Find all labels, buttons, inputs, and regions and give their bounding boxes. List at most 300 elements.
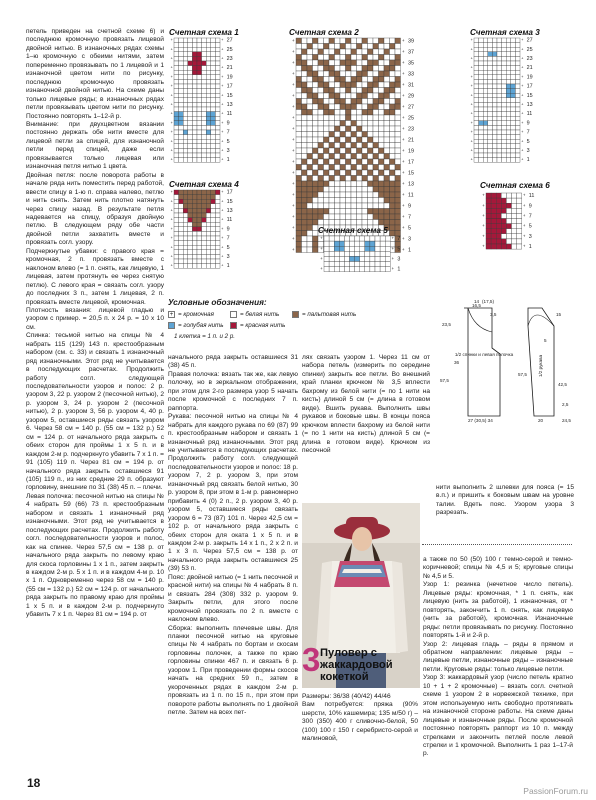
scheme-cell: [474, 75, 479, 80]
scheme-cell: [390, 99, 396, 105]
scheme-cell: [502, 61, 507, 66]
scheme-cell: [346, 214, 352, 220]
scheme-cell: [307, 187, 313, 193]
scheme-cell: [174, 153, 179, 158]
scheme-cell: [188, 107, 193, 112]
scheme-cell: [302, 121, 308, 127]
scheme-cell: [379, 115, 385, 121]
scheme-cell: [351, 209, 357, 215]
scheme-cell: [395, 38, 401, 44]
scheme-cell: [355, 246, 360, 251]
scheme-cell: [324, 121, 330, 127]
scheme-cell: [351, 60, 357, 66]
edge-stitch-mark: +: [291, 126, 295, 131]
scheme-cell: [215, 264, 220, 269]
scheme-cell: [215, 89, 220, 94]
scheme-cell: [486, 234, 491, 239]
scheme-cell: [335, 137, 341, 143]
scheme-cell: [497, 139, 502, 144]
row-number: 17: [226, 83, 233, 90]
scheme-cell: [515, 84, 520, 89]
scheme-cell: [379, 159, 385, 165]
edge-stitch-mark: +: [170, 226, 173, 231]
edge-stitch-mark: +: [521, 130, 524, 135]
scheme-cell: [215, 236, 220, 241]
scheme-cell: [368, 154, 374, 160]
scheme-cell: [183, 107, 188, 112]
scheme-cell: [211, 61, 216, 66]
scheme-cell: [179, 218, 184, 223]
row-number: 7: [408, 214, 411, 221]
scheme-cell: [357, 99, 363, 105]
scheme-cell: [183, 148, 188, 153]
scheme-cell: [502, 93, 507, 98]
scheme-cell: [384, 148, 390, 154]
scheme-cell: [335, 38, 341, 44]
row-number: 3: [226, 148, 230, 154]
edge-stitch-mark: +: [401, 159, 405, 164]
scheme-cell: [188, 102, 193, 107]
edge-stitch-mark: +: [221, 120, 224, 125]
scheme-cell: [368, 82, 374, 88]
scheme-cell: [373, 176, 379, 182]
edge-stitch-mark: +: [482, 243, 485, 249]
scheme-cell: [497, 158, 502, 163]
edge-stitch-mark: +: [170, 157, 173, 162]
scheme-cell: [511, 112, 516, 117]
scheme-cell: [511, 102, 516, 107]
edge-stitch-mark: +: [401, 38, 405, 43]
edge-stitch-mark: +: [521, 93, 524, 98]
scheme-cell: [375, 267, 380, 272]
scheme-cell: [318, 176, 324, 182]
scheme-cell: [206, 70, 211, 75]
scheme-cell: [324, 126, 330, 132]
scheme-cell: [206, 218, 211, 223]
edge-stitch-mark: +: [401, 148, 405, 153]
scheme-cell: [488, 102, 493, 107]
scheme-cell: [373, 198, 379, 204]
scheme-cell: [340, 132, 346, 138]
scheme-cell: [474, 38, 479, 43]
scheme-cell: [488, 47, 493, 52]
legend-blue: [168, 322, 223, 329]
scheme-cell: [324, 55, 330, 61]
edge-stitch-mark: +: [470, 47, 473, 52]
legend-blue-text: = голубая нить: [178, 322, 224, 329]
edge-stitch-mark: +: [482, 213, 485, 218]
scheme-cell: [368, 88, 374, 94]
scheme-cell: [496, 244, 501, 249]
scheme-cell: [375, 256, 380, 261]
scheme-cell: [215, 153, 220, 158]
scheme-cell: [515, 98, 520, 103]
scheme-cell: [351, 148, 357, 154]
scheme-cell: [483, 52, 488, 57]
scheme-cell: [179, 116, 184, 121]
scheme-cell: [302, 214, 308, 220]
scheme-cell: [517, 229, 522, 234]
scheme-cell: [373, 143, 379, 149]
body-label: [455, 352, 514, 357]
scheme-cell: [479, 144, 484, 149]
scheme-cell: [483, 43, 488, 48]
scheme-cell: [206, 84, 211, 89]
scheme-cell: [211, 52, 216, 57]
scheme-cell: [179, 213, 184, 218]
edge-stitch-mark: +: [291, 192, 295, 197]
dotted-separator: [422, 544, 572, 545]
scheme-cell: [318, 38, 324, 44]
scheme-cell: [501, 213, 506, 218]
scheme-cell: [362, 77, 368, 83]
scheme-cell: [206, 245, 211, 250]
legend-white-swatch: [230, 311, 237, 318]
scheme-cell: [179, 208, 184, 213]
scheme-cell: [370, 256, 375, 261]
scheme-cell: [340, 209, 346, 215]
scheme-cell: [360, 251, 365, 256]
scheme-cell: [302, 126, 308, 132]
scheme-cell: [202, 222, 207, 227]
scheme-cell: [365, 251, 370, 256]
scheme-cell: [362, 137, 368, 143]
scheme-cell: [379, 110, 385, 116]
scheme-cell: [211, 195, 216, 200]
scheme-cell: [174, 112, 179, 117]
edge-stitch-mark: +: [482, 223, 485, 229]
scheme-cell: [211, 148, 216, 153]
scheme-cell: [492, 38, 497, 43]
scheme-cell: [334, 246, 339, 251]
scheme-cell: [183, 195, 188, 200]
scheme-cell: [346, 104, 352, 110]
scheme-cell: [511, 116, 516, 121]
scheme-cell: [302, 236, 308, 242]
c4-p1: Узор 1: резинка (нечетное число петель). Лицевые ряды: кромочная, * 1 п. снять, как лицевую (нить за работой), 1 изнаночная, от * повторять, закончить 1 п. снять, как лицевую (нить за работой), кромочная. Изнаночные ряды: петли провязывать по рисунку. Постоянно повторять 1-й и 2-й р.: [423, 581, 573, 640]
scheme-cell: [483, 79, 488, 84]
scheme-cell: [202, 254, 207, 259]
scheme-cell: [179, 222, 184, 227]
scheme-cell: [511, 43, 516, 48]
scheme-cell: [192, 153, 197, 158]
scheme-cell: [211, 231, 216, 236]
scheme-cell: [357, 93, 363, 99]
scheme-cell: [202, 139, 207, 144]
scheme-cell: [183, 47, 188, 52]
scheme-cell: [501, 224, 506, 229]
scheme-cell: [179, 47, 184, 52]
scheme-cell: [497, 107, 502, 112]
scheme-cell: [206, 139, 211, 144]
edge-stitch-mark: +: [523, 213, 526, 218]
scheme-cell: [385, 256, 390, 261]
scheme-cell: [329, 262, 334, 267]
scheme-cell: [368, 176, 374, 182]
scheme-cell: [339, 236, 344, 241]
scheme-cell: [183, 158, 188, 163]
scheme-cell: [362, 181, 368, 187]
scheme-cell: [492, 66, 497, 71]
scheme-cell: [355, 251, 360, 256]
scheme-cell: [202, 259, 207, 264]
scheme-cell: [335, 55, 341, 61]
scheme-cell: [183, 43, 188, 48]
edge-stitch-mark: +: [170, 56, 173, 61]
scheme-cell: [512, 219, 517, 224]
scheme-cell: [215, 130, 220, 135]
scheme-cell: [179, 259, 184, 264]
scheme-cell: [335, 49, 341, 55]
scheme-cell: [324, 198, 330, 204]
scheme-cell: [351, 154, 357, 160]
scheme-cell: [339, 246, 344, 251]
scheme-cell: [206, 125, 211, 130]
scheme-cell: [192, 98, 197, 103]
row-number: 11: [528, 193, 535, 200]
scheme-cell: [179, 135, 184, 140]
scheme-cell: [474, 66, 479, 71]
scheme-cell: [329, 132, 335, 138]
scheme-cell: [390, 38, 396, 44]
scheme-cell: [329, 121, 335, 127]
scheme-cell: [362, 99, 368, 105]
scheme-cell: [395, 165, 401, 171]
scheme-cell: [183, 190, 188, 195]
scheme-cell: [324, 214, 330, 220]
scheme-cell: [197, 116, 202, 121]
row-number: 13: [226, 102, 233, 108]
scheme-cell: [474, 89, 479, 94]
scheme-cell: [335, 214, 341, 220]
scheme-cell: [192, 139, 197, 144]
scheme-cell: [379, 220, 385, 226]
scheme-cell: [215, 227, 220, 232]
scheme-cell: [183, 66, 188, 71]
scheme-cell: [379, 44, 385, 50]
scheme-cell: [329, 214, 335, 220]
scheme-cell: [302, 143, 308, 149]
scheme-cell: [329, 110, 335, 116]
scheme-cell: [307, 214, 313, 220]
scheme-cell: [174, 61, 179, 66]
scheme-cell: [179, 254, 184, 259]
scheme-cell: [365, 267, 370, 272]
scheme-cell: [479, 52, 484, 57]
scheme-cell: [318, 77, 324, 83]
edge-stitch-mark: +: [320, 256, 323, 261]
edge-stitch-mark: +: [291, 170, 295, 175]
scheme-cell: [302, 60, 308, 66]
scheme-cell: [211, 250, 216, 255]
scheme-cell: [340, 192, 346, 198]
scheme-cell: [362, 148, 368, 154]
scheme-cell: [375, 246, 380, 251]
scheme-cell: [515, 125, 520, 130]
scheme-cell: [384, 104, 390, 110]
scheme-cell: [502, 148, 507, 153]
legend-note: [174, 333, 235, 340]
scheme-cell: [506, 121, 511, 126]
scheme-cell: [385, 267, 390, 272]
scheme-cell: [206, 199, 211, 204]
scheme-cell: [346, 66, 352, 72]
scheme-cell: [179, 148, 184, 153]
scheme-cell: [179, 264, 184, 269]
scheme-cell: [365, 256, 370, 261]
scheme-cell: [318, 49, 324, 55]
scheme-cell: [506, 208, 511, 213]
scheme-cell: [368, 99, 374, 105]
scheme-cell: [192, 125, 197, 130]
scheme-cell: [192, 218, 197, 223]
row-number: 13: [408, 181, 414, 188]
scheme-cell: [511, 98, 516, 103]
scheme-cell: [488, 98, 493, 103]
scheme-cell: [324, 251, 329, 256]
scheme-cell: [307, 220, 313, 226]
scheme-cell: [501, 193, 506, 198]
scheme-cell: [215, 38, 220, 43]
scheme-cell: [346, 187, 352, 193]
edge-stitch-mark: +: [521, 148, 524, 153]
scheme-cell: [390, 148, 396, 154]
scheme-cell: [324, 192, 330, 198]
scheme-cell: [202, 79, 207, 84]
scheme-cell: [474, 43, 479, 48]
scheme-cell: [188, 139, 193, 144]
edge-stitch-mark: +: [401, 126, 405, 131]
scheme-cell: [474, 158, 479, 163]
scheme-cell: [197, 250, 202, 255]
scheme-cell: [486, 229, 491, 234]
scheme-cell: [351, 192, 357, 198]
scheme-cell: [197, 98, 202, 103]
scheme-cell: [351, 49, 357, 55]
scheme-cell: [206, 38, 211, 43]
scheme-cell: [379, 148, 385, 154]
scheme-cell: [351, 121, 357, 127]
scheme-cell: [183, 112, 188, 117]
scheme-cell: [188, 66, 193, 71]
scheme-cell: [492, 148, 497, 153]
scheme-cell: [483, 47, 488, 52]
scheme-cell: [379, 99, 385, 105]
scheme-cell: [307, 132, 313, 138]
scheme-cell: [497, 112, 502, 117]
row-number: 11: [226, 217, 233, 224]
scheme-cell: [368, 93, 374, 99]
scheme-cell: [357, 203, 363, 209]
scheme-cell: [357, 55, 363, 61]
legend-edge-swatch: +: [169, 312, 174, 318]
edge-stitch-mark: +: [291, 247, 295, 252]
scheme-cell: [373, 110, 379, 116]
scheme-cell: [511, 135, 516, 140]
scheme-2-title: Счетная схема 2: [289, 28, 359, 37]
scheme-cell: [379, 214, 385, 220]
legend-blue-swatch: [168, 322, 175, 329]
scheme-cell: [488, 70, 493, 75]
scheme-cell: [488, 84, 493, 89]
edge-stitch-mark: +: [523, 233, 526, 239]
scheme-cell: [296, 77, 302, 83]
scheme-cell: [390, 143, 396, 149]
scheme-cell: [379, 154, 385, 160]
scheme-cell: [512, 234, 517, 239]
scheme-cell: [492, 139, 497, 144]
row-number: 9: [528, 203, 532, 210]
scheme-cell: [344, 262, 349, 267]
sleeve-label: [538, 355, 543, 378]
scheme-cell: [318, 170, 324, 176]
scheme-cell: [357, 198, 363, 204]
scheme-cell: [373, 49, 379, 55]
scheme-cell: [506, 89, 511, 94]
scheme-cell: [202, 75, 207, 80]
edge-stitch-mark: +: [291, 93, 295, 98]
scheme-cell: [486, 224, 491, 229]
scheme-cell: [296, 44, 302, 50]
scheme-cell: [390, 181, 396, 187]
scheme-cell: [329, 148, 335, 154]
scheme-cell: [351, 159, 357, 165]
scheme-cell: [479, 130, 484, 135]
scheme-cell: [479, 135, 484, 140]
edge-stitch-mark: +: [291, 49, 295, 54]
row-number: 1: [526, 157, 530, 164]
scheme-cell: [202, 231, 207, 236]
scheme-cell: [202, 89, 207, 94]
scheme-cell: [486, 203, 491, 208]
scheme-cell: [215, 52, 220, 57]
scheme-cell: [515, 38, 520, 43]
scheme-cell: [492, 89, 497, 94]
scheme-cell: [211, 79, 216, 84]
legend-white: [230, 311, 279, 318]
edge-stitch-mark: +: [170, 254, 173, 259]
scheme-cell: [174, 213, 179, 218]
scheme-cell: [340, 143, 346, 149]
scheme-cell: [179, 130, 184, 135]
scheme-cell: [302, 187, 308, 193]
scheme-cell: [188, 61, 193, 66]
scheme-cell: [335, 71, 341, 77]
scheme-cell: [192, 52, 197, 57]
row-number: 5: [397, 246, 401, 253]
scheme-cell: [474, 148, 479, 153]
edge-stitch-mark: +: [521, 38, 524, 43]
scheme-cell: [390, 170, 396, 176]
row-number: 21: [526, 65, 533, 72]
scheme-cell: [368, 137, 374, 143]
scheme-cell: [385, 251, 390, 256]
scheme-cell: [174, 79, 179, 84]
scheme-cell: [296, 220, 302, 226]
scheme-cell: [197, 70, 202, 75]
scheme-cell: [307, 137, 313, 143]
scheme-cell: [506, 56, 511, 61]
scheme-cell: [215, 218, 220, 223]
scheme-cell: [362, 88, 368, 94]
scheme-cell: [385, 262, 390, 267]
edge-stitch-mark: +: [391, 266, 395, 272]
scheme-cell: [302, 99, 308, 105]
height-left-3: 57,5: [440, 378, 449, 383]
scheme-cell: [502, 84, 507, 89]
scheme-cell: [192, 112, 197, 117]
scheme-cell: [318, 71, 324, 77]
